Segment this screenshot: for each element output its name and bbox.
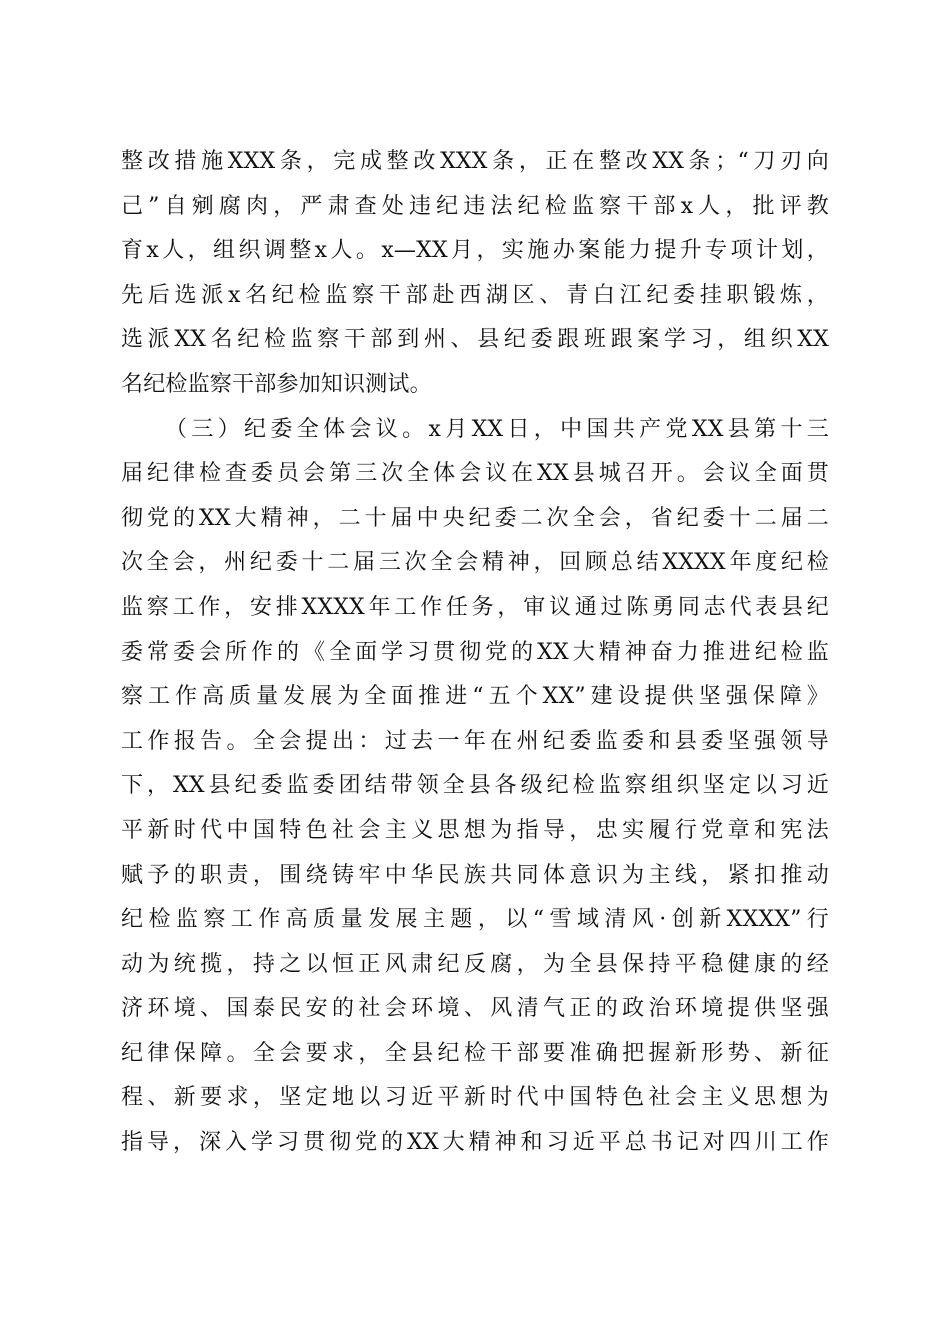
- text-line: 彻党的XX大精神，二十届中央纪委二次全会，省纪委十二届二: [121, 505, 829, 531]
- text-line: 委常委会所作的《全面学习贯彻党的XX大精神奋力推进纪检监: [121, 639, 829, 665]
- text-line: 赋予的职责，围绕铸牢中华民族共同体意识为主线，紧扣推动: [121, 862, 829, 888]
- text-line: 名纪检监察干部参加知识测试。: [121, 371, 432, 397]
- text-line: 纪检监察工作高质量发展主题，以“雪域清风·创新XXXX”行: [121, 907, 829, 933]
- text-line: 整改措施XXX条，完成整改XXX条，正在整改XX条；“刀刃向: [121, 149, 829, 174]
- text-line: 察工作高质量发展为全面推进“五个XX”建设提供坚强保障》: [121, 684, 829, 710]
- text-line: 纪律保障。全会要求，全县纪检干部要准确把握新形势、新征: [121, 1040, 829, 1066]
- text-line: 届纪律检查委员会第三次全体会议在XX县城召开。会议全面贯: [121, 461, 829, 487]
- text-line: 程、新要求，坚定地以习近平新时代中国特色社会主义思想为: [121, 1085, 829, 1111]
- text-line: 次全会，州纪委十二届三次全会精神，回顾总结XXXX年度纪检: [121, 550, 829, 576]
- text-line: 选派XX名纪检监察干部到州、县纪委跟班跟案学习，组织XX: [121, 327, 829, 353]
- text-line: 指导，深入学习贯彻党的XX大精神和习近平总书记对四川工作: [121, 1130, 829, 1156]
- text-line: 济环境、国泰民安的社会环境、风清气正的政治环境提供坚强: [121, 996, 829, 1022]
- text-line: 监察工作，安排XXXX年工作任务，审议通过陈勇同志代表县纪: [121, 594, 829, 620]
- text-line: 先后选派x名纪检监察干部赴西湖区、青白江纪委挂职锻炼，: [121, 282, 829, 308]
- text-line: 己”自剜腐肉，严肃查处违纪违法纪检监察干部x人，批评教: [121, 193, 829, 219]
- text-line: 下，XX县纪委监委团结带领全县各级纪检监察组织坚定以习近: [121, 773, 829, 799]
- text-line: 育x人，组织调整x人。x—XX月，实施办案能力提升专项计划，: [121, 238, 829, 264]
- text-line: 平新时代中国特色社会主义思想为指导，忠实履行党章和宪法: [121, 817, 829, 843]
- text-line: 动为统揽，持之以恒正风肃纪反腐，为全县保持平稳健康的经: [121, 951, 829, 977]
- document-body: [121, 140, 829, 1166]
- section-heading-line: （三）纪委全体会议。x月XX日，中国共产党XX县第十三: [165, 416, 829, 442]
- text-line: 工作报告。全会提出：过去一年在州纪委监委和县委坚强领导: [121, 728, 829, 754]
